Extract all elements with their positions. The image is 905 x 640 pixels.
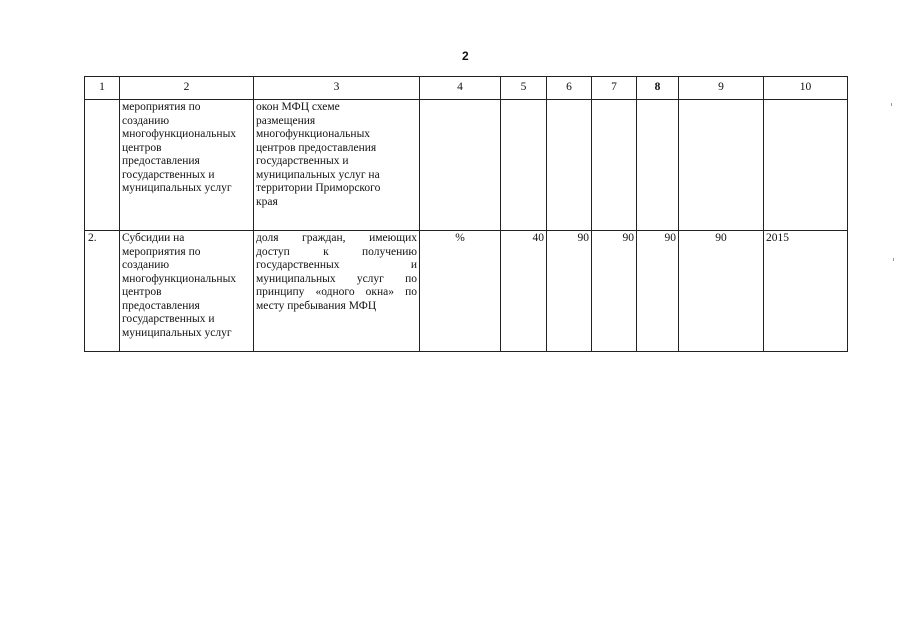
value-cell-9: 90: [679, 231, 764, 352]
year-cell: 2015: [764, 231, 848, 352]
indicator-text-line: [256, 246, 417, 260]
indicator-word: «одного: [315, 286, 355, 298]
indicator-name-cell: [254, 231, 420, 352]
indicator-word: получению: [361, 245, 417, 258]
indicator-word: по: [405, 272, 417, 285]
indicator-word: граждан,: [302, 232, 346, 244]
indicator-word: месту пребывания МФЦ: [256, 299, 377, 312]
year-cell: [764, 100, 848, 231]
indicator-table: [84, 76, 848, 352]
header-cell-9: 9: [679, 77, 764, 100]
page-number: 2: [462, 49, 469, 63]
table-row: [85, 100, 848, 231]
indicator-text-line: [256, 300, 417, 314]
indicator-word: доступ: [256, 245, 290, 258]
indicator-text-line: [256, 259, 417, 273]
value-cell-6: 90: [547, 231, 592, 352]
indicator-word: и: [410, 259, 417, 271]
unit-cell: %: [420, 231, 501, 352]
indicator-text-line: [256, 232, 417, 246]
header-cell-6: 6: [547, 77, 592, 100]
header-cell-5: 5: [501, 77, 547, 100]
header-cell-10: 10: [764, 77, 848, 100]
header-cell-3: 3: [254, 77, 420, 100]
value-cell-8: [637, 100, 679, 231]
header-cell-8: 8: [637, 77, 679, 100]
value-cell-5: 40: [501, 231, 547, 352]
indicator-word: по: [405, 286, 417, 298]
measure-name-cell: Субсидии на мероприятия по созданию многофункциональных центров предоставления государственных и муниципальных услуг: [120, 231, 254, 352]
indicator-word: доля: [256, 232, 279, 244]
indicator-word: окна»: [365, 286, 395, 298]
indicator-text-line: [256, 286, 417, 300]
value-cell-6: [547, 100, 592, 231]
indicator-word: имеющих: [369, 232, 417, 244]
unit-cell: [420, 100, 501, 231]
value-cell-7: 90: [592, 231, 637, 352]
indicator-name-cell: окон МФЦ схеме размещения многофункциональных центров предоставления государственных и муниципальных услуг на территории Приморского края: [254, 100, 420, 231]
value-cell-8: 90: [637, 231, 679, 352]
indicator-word: муниципальных: [256, 272, 336, 285]
header-cell-1: 1: [85, 77, 120, 100]
indicator-word: к: [323, 245, 329, 258]
indicator-word: услуг: [356, 272, 384, 285]
row-number-cell: [85, 100, 120, 231]
header-cell-2: 2: [120, 77, 254, 100]
header-cell-4: 4: [420, 77, 501, 100]
indicator-word: государственных: [256, 259, 340, 271]
scan-mark: [891, 103, 892, 106]
value-cell-7: [592, 100, 637, 231]
value-cell-5: [501, 100, 547, 231]
row-number-cell: 2.: [85, 231, 120, 352]
value-cell-9: [679, 100, 764, 231]
table-row: [85, 231, 848, 352]
scan-mark: [893, 258, 894, 261]
indicator-word: принципу: [256, 286, 305, 298]
table-header-row: [85, 77, 848, 100]
header-cell-7: 7: [592, 77, 637, 100]
measure-name-cell: мероприятия по созданию многофункциональных центров предоставления государственных и муниципальных услуг: [120, 100, 254, 231]
indicator-text-line: [256, 273, 417, 287]
